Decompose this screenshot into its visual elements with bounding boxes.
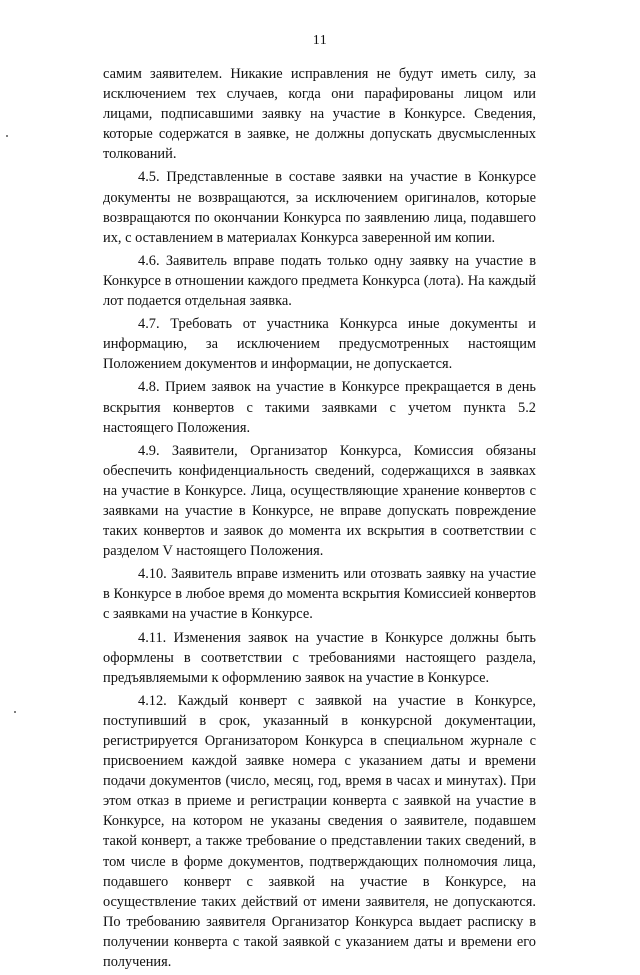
paragraph-4-10: 4.10. Заявитель вправе изменить или отозвать заявку на участие в Конкурсе в любое время до момента вскрытия Комиссией конвертов с заявками на участие в Конкурсе.	[103, 566, 536, 623]
paragraph-4-5: 4.5. Представленные в составе заявки на участие в Конкурсе документы не возвращаются, за исключением оригиналов, которые возвращаются по окончании Конкурса по заявлению лица, подавшего их, с оставлением в материалах Конкурса заверенной им копии.	[103, 169, 536, 246]
paragraph-4-12: 4.12. Каждый конверт с заявкой на участие в Конкурсе, поступивший в срок, указанный в конкурсной документации, регистрируется Организатором Конкурса в специальном журнале с присвоением каждой заявке номера с указанием даты и времени подачи документов (число, месяц, год, время в часах и минутах). При этом отказ в приеме и регистрации конверта с заявкой на участие в Конкурсе, на котором не указаны сведения о заявителе, подавшем такой конверт, а также требование о представлении таких сведений, в том числе в форме документов, подтверждающих полномочия лица, подавшего конверт с заявкой на участие в Конкурсе, на осуществление таких действий от имени заявителя, не допускаются. По требованию заявителя Организатор Конкурса выдает расписку в получении конверта с такой заявкой с указанием даты и времени его получения.	[103, 692, 536, 971]
document-body	[103, 64, 536, 975]
paragraph-4-7: 4.7. Требовать от участника Конкурса иные документы и информацию, за исключением предусмотренных настоящим Положением документов и информации, не допускается.	[103, 316, 536, 373]
paragraph-4-6: 4.6. Заявитель вправе подать только одну заявку на участие в Конкурсе в отношении каждого предмета Конкурса (лота). На каждый лот подается отдельная заявка.	[103, 252, 536, 310]
scan-speck	[6, 135, 8, 137]
paragraph-4-9: 4.9. Заявители, Организатор Конкурса, Комиссия обязаны обеспечить конфиденциальность сведений, содержащихся в заявках на участие в Конкурсе. Лица, осуществляющие хранение конвертов с заявками на участие в Конкурсе, не вправе допускать повреждение таких конвертов и заявок до момента их вскрытия в соответствии с разделом V настоящего Положения.	[103, 442, 536, 560]
scan-speck	[14, 711, 16, 713]
paragraph-continuation: самим заявителем. Никакие исправления не будут иметь силу, за исключением тех случаев, когда они парафированы лицом или лицами, подписавшими заявку на участие в Конкурсе. Сведения, которые содержатся в заявке, не должны допускать двусмысленных толкований.	[103, 66, 536, 163]
paragraph-4-8: 4.8. Прием заявок на участие в Конкурсе прекращается в день вскрытия конвертов с такими заявками с учетом пункта 5.2 настоящего Положения.	[103, 379, 536, 436]
paragraph-4-11: 4.11. Изменения заявок на участие в Конкурсе должны быть оформлены в соответствии с требованиями настоящего раздела, предъявляемыми к оформлению заявок на участие в Конкурсе.	[103, 629, 536, 686]
page-number: 11	[312, 33, 328, 48]
